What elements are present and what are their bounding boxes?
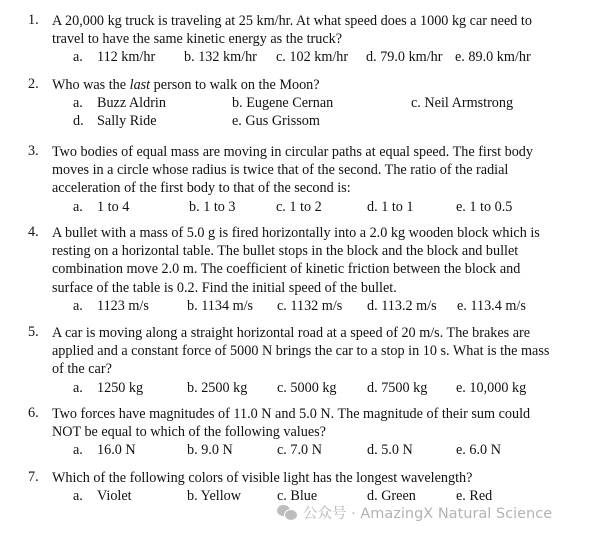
question-line: applied and a constant force of 5000 N brings the car to a stop in 10 s. What is the mass bbox=[52, 343, 550, 360]
option-c: c. 1132 m/s bbox=[277, 297, 343, 314]
question-text bbox=[52, 469, 592, 505]
question-line: Which of the following colors of visible light has the longest wavelength? bbox=[52, 470, 473, 486]
options-row bbox=[52, 198, 592, 216]
question-line: resting on a horizontal table. The bullet stops in the block and the block and bullet bbox=[52, 243, 519, 260]
options-row bbox=[52, 379, 592, 397]
question-line: travel to have the same kinetic energy as the truck? bbox=[52, 31, 343, 48]
option-a: a. 1123 m/s bbox=[73, 297, 149, 314]
option-a: a. Violet bbox=[73, 488, 132, 505]
question-number: 5. bbox=[28, 324, 39, 340]
option-e: e. 1 to 0.5 bbox=[456, 198, 513, 215]
question-text bbox=[52, 224, 592, 315]
question-line: Two bodies of equal mass are moving in circular paths at equal speed. The first body bbox=[52, 144, 533, 160]
question-line: A bullet with a mass of 5.0 g is fired horizontally into a 2.0 kg wooden block which is bbox=[52, 225, 540, 241]
wechat-icon bbox=[277, 505, 297, 520]
option-e: e. 89.0 km/hr bbox=[455, 49, 531, 66]
option-d: d. Sally Ride bbox=[73, 113, 157, 130]
question-line: NOT be equal to which of the following values? bbox=[52, 424, 326, 441]
option-a: a. 1250 kg bbox=[73, 379, 144, 396]
option-a: a. 16.0 N bbox=[73, 442, 136, 459]
question-line: Two forces have magnitudes of 11.0 N and 5.0 N. The magnitude of their sum could bbox=[52, 406, 531, 422]
option-c: c. Blue bbox=[277, 488, 318, 505]
question-line: A 20,000 kg truck is traveling at 25 km/hr. At what speed does a 1000 kg car need to bbox=[52, 13, 532, 29]
option-c: c. Neil Armstrong bbox=[411, 95, 514, 112]
question-line: acceleration of the first body to that of the second is: bbox=[52, 180, 351, 197]
option-d: d. 1 to 1 bbox=[367, 198, 414, 215]
options-row bbox=[52, 441, 592, 459]
option-c: c. 102 km/hr bbox=[276, 49, 349, 66]
option-a: a. Buzz Aldrin bbox=[73, 95, 166, 112]
question-line: A car is moving along a straight horizontal road at a speed of 20 m/s. The brakes are bbox=[52, 325, 531, 341]
option-c: c. 5000 kg bbox=[277, 379, 337, 396]
option-d: d. Green bbox=[367, 488, 416, 505]
option-e: e. 113.4 m/s bbox=[457, 297, 526, 314]
option-b: b. 1134 m/s bbox=[187, 297, 254, 314]
option-d: d. 79.0 km/hr bbox=[366, 49, 443, 66]
watermark bbox=[277, 502, 552, 523]
options-row bbox=[52, 94, 592, 112]
option-d: d. 7500 kg bbox=[367, 379, 428, 396]
question-text bbox=[52, 143, 592, 216]
question-text bbox=[52, 12, 592, 67]
option-a: a. 1 to 4 bbox=[73, 198, 130, 215]
option-b: b. 2500 kg bbox=[187, 379, 248, 396]
question-text bbox=[52, 324, 592, 397]
option-a: a. 112 km/hr bbox=[73, 49, 156, 66]
question-number: 6. bbox=[28, 405, 39, 421]
option-b: b. Yellow bbox=[187, 488, 242, 505]
question-line: Who was the last person to walk on the Moon? bbox=[52, 77, 320, 93]
options-row bbox=[52, 48, 592, 66]
option-b: b. 132 km/hr bbox=[184, 49, 257, 66]
question-line: combination move 2.0 m. The coefficient of kinetic friction between the block and bbox=[52, 261, 521, 278]
option-e: e. Gus Grissom bbox=[232, 113, 320, 130]
option-c: c. 1 to 2 bbox=[276, 198, 322, 215]
question-number: 1. bbox=[28, 12, 39, 28]
option-b: b. Eugene Cernan bbox=[232, 95, 334, 112]
question-number: 2. bbox=[28, 76, 39, 92]
option-c: c. 7.0 N bbox=[277, 442, 322, 459]
question-number: 4. bbox=[28, 224, 39, 240]
options-row bbox=[52, 112, 592, 130]
option-e: e. 6.0 N bbox=[456, 442, 501, 459]
option-e: e. Red bbox=[456, 488, 493, 505]
question-number: 3. bbox=[28, 143, 39, 159]
option-e: e. 10,000 kg bbox=[456, 379, 527, 396]
options-row bbox=[52, 297, 592, 315]
question-line: moves in a circle whose radius is twice that of the second. The ratio of the radial bbox=[52, 162, 509, 179]
question-line: of the car? bbox=[52, 361, 112, 378]
option-d: d. 113.2 m/s bbox=[367, 297, 437, 314]
question-line: surface of the table is 0.2. Find the initial speed of the bullet. bbox=[52, 279, 397, 296]
question-text bbox=[52, 76, 592, 131]
question-text bbox=[52, 405, 592, 460]
question-number: 7. bbox=[28, 469, 39, 485]
option-b: b. 9.0 N bbox=[187, 442, 233, 459]
watermark-text: 公众号 · AmazingX Natural Science bbox=[303, 506, 553, 522]
option-b: b. 1 to 3 bbox=[189, 198, 236, 215]
option-d: d. 5.0 N bbox=[367, 442, 413, 459]
